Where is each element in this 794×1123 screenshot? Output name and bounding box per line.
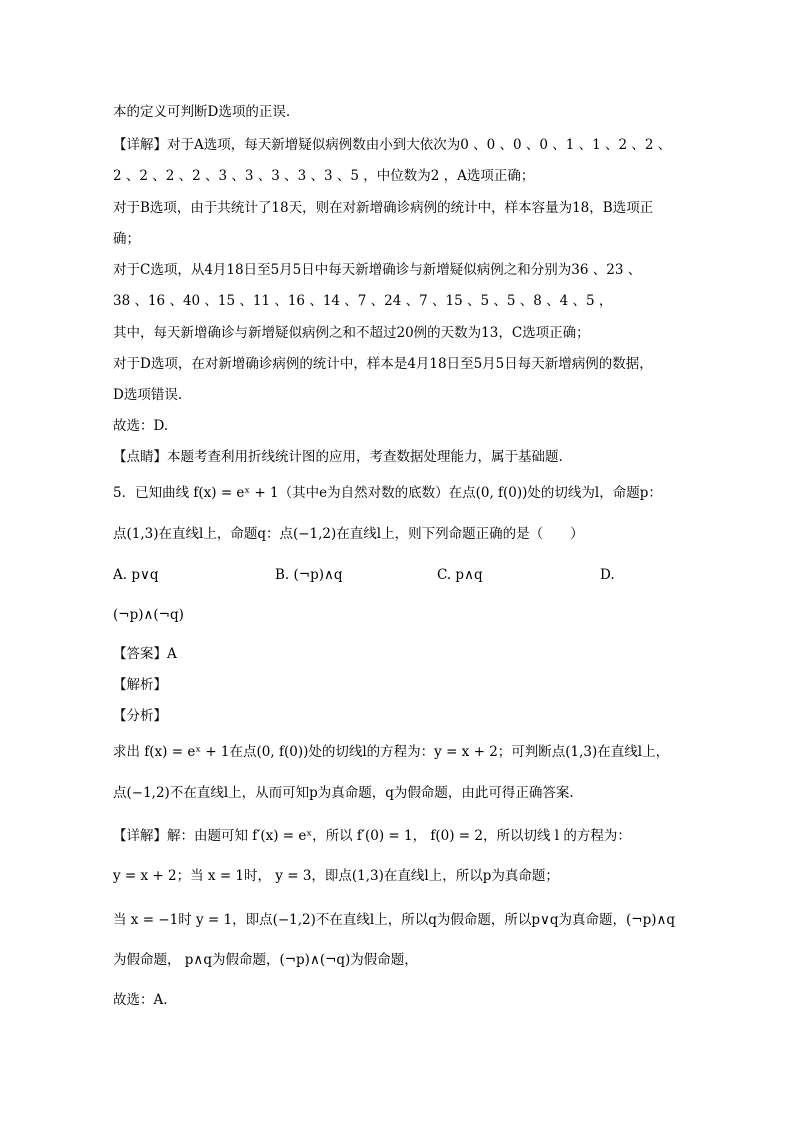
text-line: 2 、2 、2 、2 、3 、3 、3 、3 、3 、5 ，中位数为2 ，A选项正确； (113, 168, 535, 184)
question-stem: 5．已知曲线 f(x) = eˣ + 1（其中e为自然对数的底数）在点(0, f(0))处的切线为l，命题p： (113, 485, 662, 501)
text-line: 【点睛】本题考查利用折线统计图的应用，考查数据处理能力，属于基础题. (113, 449, 563, 465)
text-line: 故选：A. (113, 992, 168, 1008)
option-d: D. (600, 567, 615, 583)
text-line: 【详解】解：由题可知 f′(x) = eˣ，所以 f′(0) = 1， f(0) = 2，所以切线 l 的方程为： (113, 828, 631, 844)
text-line: 其中，每天新增确诊与新增疑似病例之和不超过20例的天数为13，C选项正确； (113, 325, 590, 341)
text-line: 对于D选项，在对新增确诊病例的统计中，样本是4月18日至5月5日每天新增病例的数据， (113, 356, 653, 372)
question-stem: 点(1,3)在直线l上，命题q：点(−1,2)在直线l上，则下列命题正确的是（ ） (113, 526, 584, 542)
text-line: 为假命题， p∧q为假命题，(¬p)∧(¬q)为假命题， (113, 952, 418, 968)
text-line: 本的定义可判断D选项的正误. (113, 104, 291, 120)
text-line: 38 、16 、40 、15 、11 、16 、14 、7 、24 、7 、15 、5 、5 、8 、4 、5 ， (113, 293, 613, 309)
option-a: A. p∨q (113, 567, 159, 583)
option-b: B. (¬p)∧q (275, 567, 343, 583)
option-d-text: (¬p)∧(¬q) (113, 607, 184, 623)
text-line: 当 x = −1时 y = 1，即点(−1,2)不在直线l上，所以q为假命题，所以p∨q为真命题，(¬p)∧q (113, 912, 676, 928)
text-line: 对于B选项，由于共统计了18天，则在对新增确诊病例的统计中，样本容量为18，B选项正 (113, 200, 654, 216)
text-line: 点(−1,2)不在直线l上，从而可知p为真命题，q为假命题，由此可得正确答案. (113, 785, 574, 801)
analysis-heading: 【解析】 (113, 677, 167, 693)
option-c: C. p∧q (437, 567, 483, 583)
text-line: 对于C选项，从4月18日至5月5日中每天新增确诊与新增疑似病例之和分别为36 、23 、 (113, 262, 642, 278)
fenxi-heading: 【分析】 (113, 708, 167, 724)
text-line: y = x + 2；当 x = 1时， y = 3，即点(1,3)在直线l上，所以p为真命题； (113, 868, 559, 884)
text-line: 求出 f(x) = eˣ + 1在点(0, f(0))处的切线l的方程为：y = x + 2；可判断点(1,3)在直线l上， (113, 744, 670, 760)
text-line: 故选：D. (113, 418, 169, 434)
answer-heading: 【答案】A (113, 646, 177, 662)
text-line: 确； (113, 231, 140, 247)
text-line: 【详解】对于A选项，每天新增疑似病例数由小到大依次为0 、0 、0 、0 、1 、1 、2 、2 、 (113, 137, 672, 153)
text-line: D选项错误. (113, 387, 183, 403)
